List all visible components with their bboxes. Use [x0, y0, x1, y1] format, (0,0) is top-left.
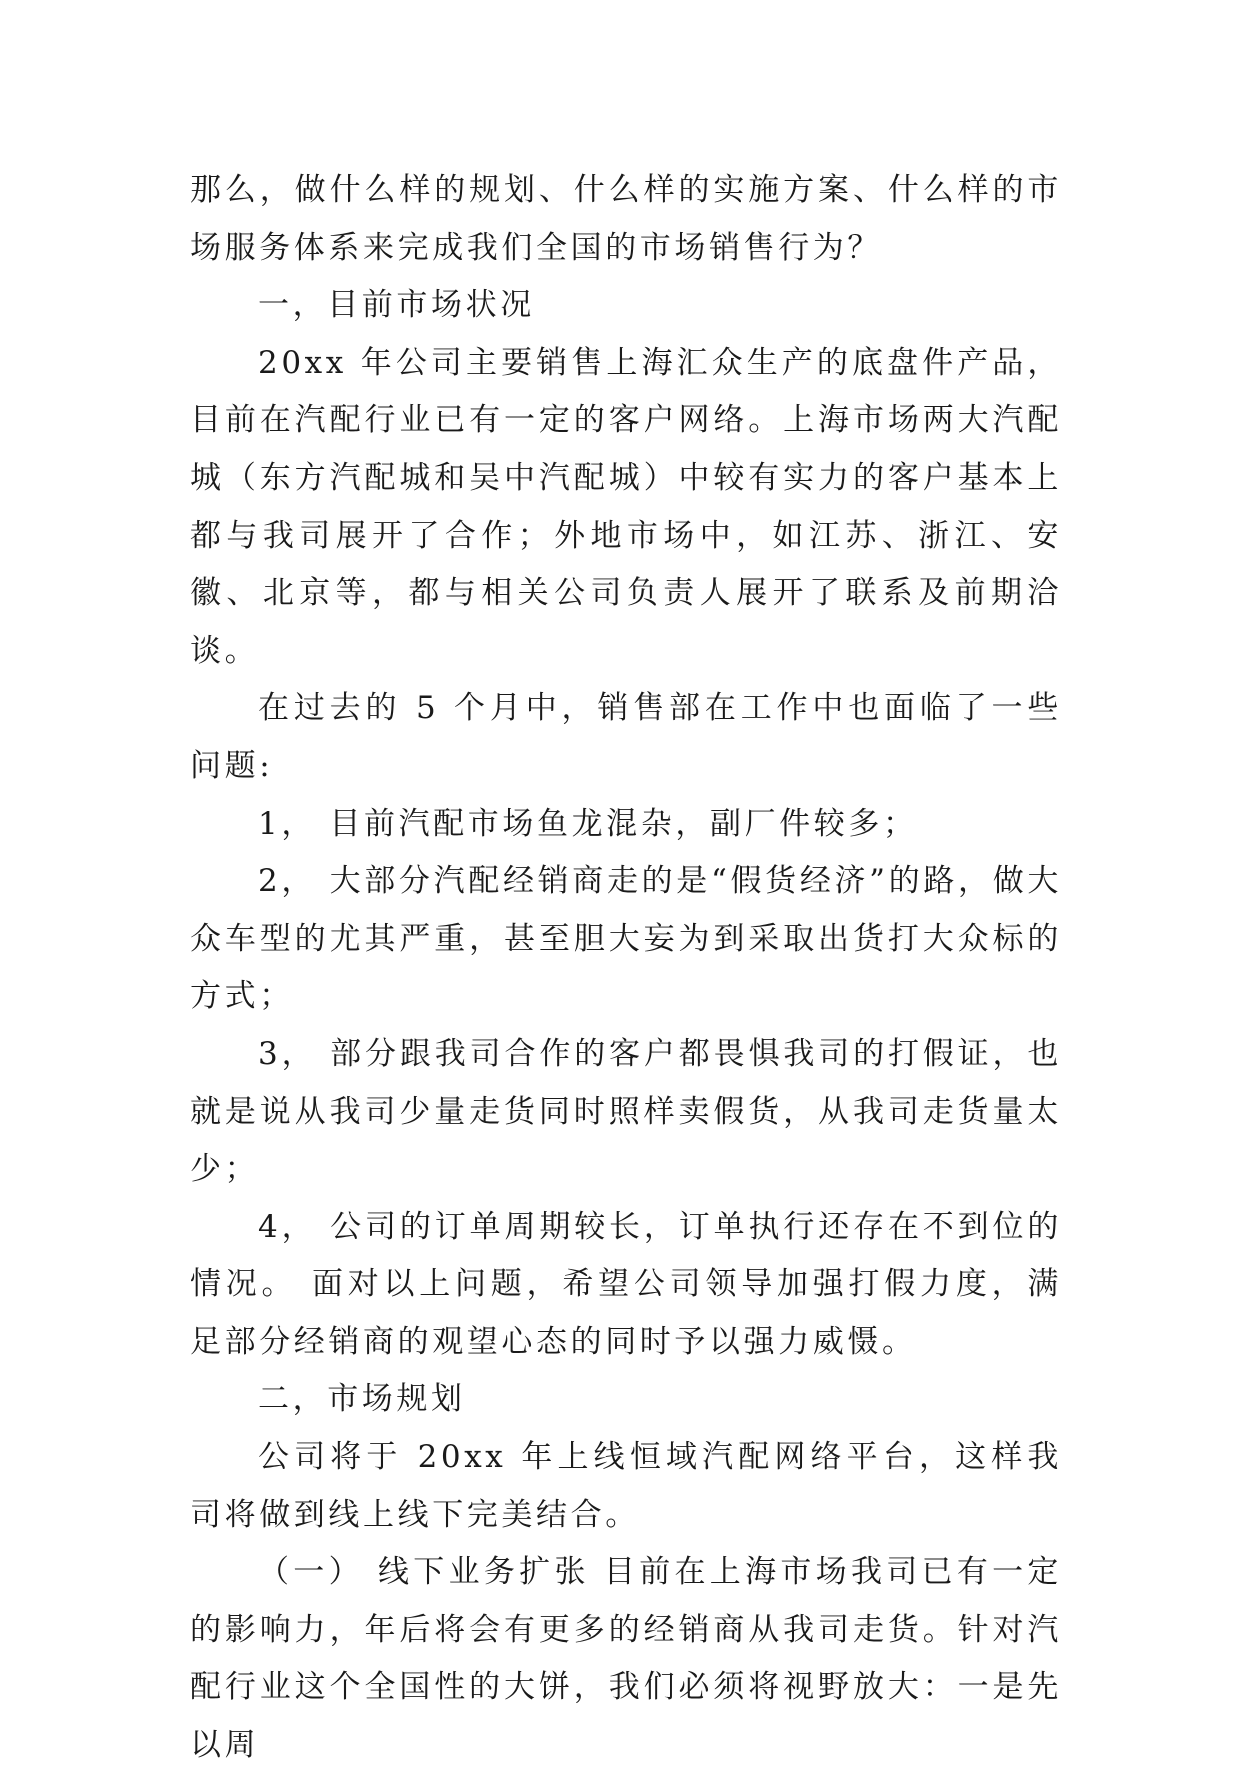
section-heading-market-status: 一，目前市场状况 — [258, 287, 535, 324]
paragraph-market-status: 20xx 年公司主要销售上海汇众生产的底盘件产品，目前在汽配行业已有一定的客户网络。上海市场两大汽配城（东方汽配城和吴中汽配城）中较有实力的客户基本上都与我司展开了合作；外地市场中，如江苏、浙江、安徽、北京等，都与相关公司负责人展开了联系及前期洽谈。 — [190, 344, 1062, 669]
paragraph-offline-expansion: （一） 线下业务扩张 目前在上海市场我司已有一定的影响力，年后将会有更多的经销商从我司走货。针对汽配行业这个全国性的大饼，我们必须将视野放大：一是先以周 — [190, 1554, 1062, 1764]
paragraph-platform-launch: 公司将于 20xx 年上线恒域汽配网络平台，这样我司将做到线上线下完美结合。 — [190, 1439, 1062, 1533]
list-item-problem-4: 4， 公司的订单周期较长，订单执行还存在不到位的情况。 面对以上问题，希望公司领导加强打假力度，满足部分经销商的观望心态的同时予以强力威慑。 — [190, 1208, 1062, 1360]
list-item-problem-2: 2， 大部分汽配经销商走的是“假货经济”的路，做大众车型的尤其严重，甚至胆大妄为到采取出货打大众标的方式； — [190, 863, 1062, 1015]
section-heading-market-planning: 二，市场规划 — [258, 1381, 466, 1418]
list-item-problem-3: 3， 部分跟我司合作的客户都畏惧我司的打假证，也就是说从我司少量走货同时照样卖假货，从我司走货量太少； — [190, 1035, 1062, 1188]
list-item-problem-1: 1， 目前汽配市场鱼龙混杂，副厂件较多； — [258, 805, 918, 842]
paragraph-problems-intro: 在过去的 5 个月中，销售部在工作中也面临了一些问题: — [190, 690, 1062, 784]
paragraph-intro: 那么，做什么样的规划、什么样的实施方案、什么样的市场服务体系来完成我们全国的市场销售行为？ — [190, 172, 1062, 266]
document-body — [190, 162, 1062, 1775]
